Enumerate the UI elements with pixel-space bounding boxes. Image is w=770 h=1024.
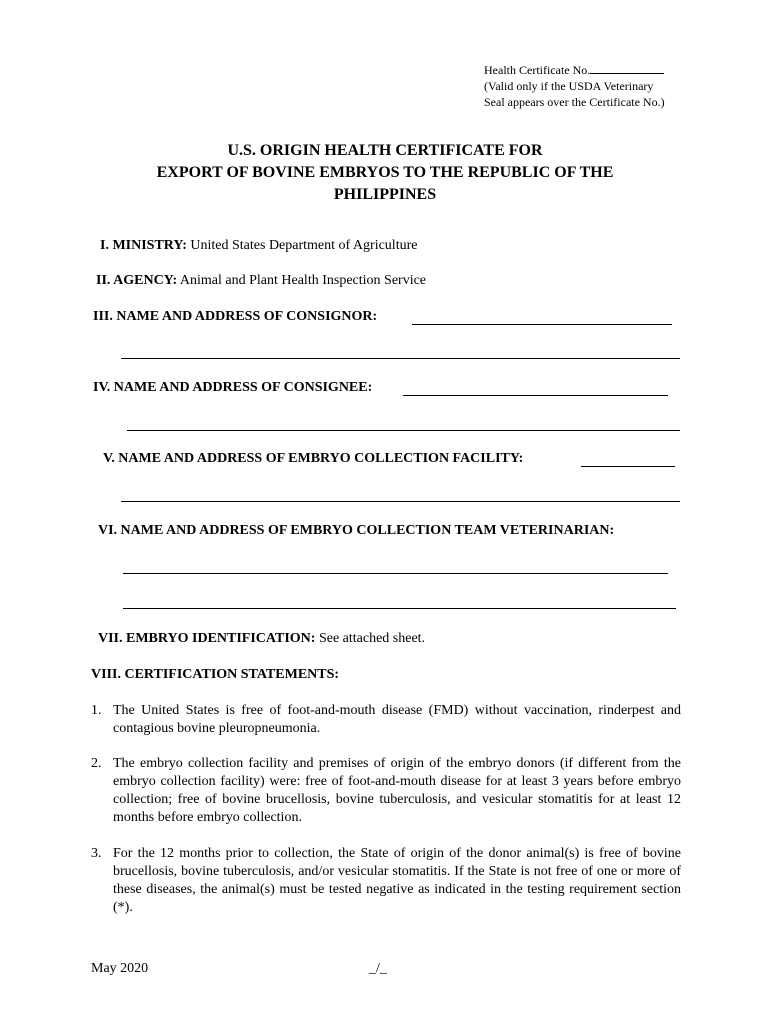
team-veterinarian-label: VI. NAME AND ADDRESS OF EMBRYO COLLECTION TEAM VETERINARIAN:	[98, 523, 615, 538]
collection-facility-label: V. NAME AND ADDRESS OF EMBRYO COLLECTION FACILITY:	[103, 451, 524, 466]
certificate-number-note	[484, 62, 665, 110]
certification-statements-heading: VIII. CERTIFICATION STATEMENTS:	[91, 667, 340, 682]
statement-1	[91, 702, 681, 738]
footer-page-number: _/_	[369, 961, 387, 976]
section-embryo-identification	[98, 631, 425, 647]
ministry-label: I. MINISTRY:	[100, 238, 187, 253]
ministry-value: United States Department of Agriculture	[190, 238, 418, 253]
consignor-field-line-1[interactable]	[412, 324, 672, 325]
statement-text: The United States is free of foot-and-mouth disease (FMD) without vaccination, rinderpest and contagious bovine pleuropneumonia.	[113, 703, 681, 736]
team-veterinarian-field-line-1[interactable]	[123, 573, 668, 574]
statement-3	[91, 845, 681, 917]
statement-2	[91, 755, 681, 827]
section-ministry	[100, 238, 417, 254]
embryo-identification-value: See attached sheet.	[318, 631, 426, 646]
statement-text: For the 12 months prior to collection, the State of origin of the donor animal(s) is free of bovine brucellosis, bovine tuberculosis, and/or vesicular stomatitis. If the State is not free of one or more of these diseases, the animal(s) must be tested negative as indicated in the testing requirement section (*).	[113, 846, 681, 915]
section-agency	[96, 273, 426, 289]
statement-number: 1.	[91, 703, 102, 718]
agency-label: II. AGENCY:	[96, 273, 178, 288]
footer-date: May 2020	[91, 961, 149, 976]
title-line-1: U.S. ORIGIN HEALTH CERTIFICATE FOR	[227, 142, 543, 159]
embryo-identification-label: VII. EMBRYO IDENTIFICATION:	[98, 631, 316, 646]
statement-number: 3.	[91, 846, 102, 861]
consignee-field-line-2[interactable]	[127, 430, 680, 431]
consignor-label: III. NAME AND ADDRESS OF CONSIGNOR:	[93, 309, 378, 324]
certificate-number-blank[interactable]	[590, 62, 664, 74]
statement-number: 2.	[91, 756, 102, 771]
statement-text: The embryo collection facility and premises of origin of the embryo donors (if different from the embryo collection facility) were: free of foot-and-mouth disease for at least 3 years before embryo collection; free of bovine brucellosis, bovine tuberculosis, and vesicular stomatitis for at least 12 months before embryo collection.	[113, 756, 681, 825]
certificate-number-label: Health Certificate No.	[484, 63, 591, 77]
collection-facility-field-line-2[interactable]	[121, 501, 680, 502]
agency-value: Animal and Plant Health Inspection Service	[179, 273, 427, 288]
consignor-field-line-2[interactable]	[121, 358, 680, 359]
valid-note-line-2: Seal appears over the Certificate No.)	[484, 95, 665, 109]
consignee-field-line-1[interactable]	[403, 395, 668, 396]
title-line-2: EXPORT OF BOVINE EMBRYOS TO THE REPUBLIC OF THE	[156, 164, 614, 181]
valid-note-line-1: (Valid only if the USDA Veterinary	[484, 79, 654, 93]
consignee-label: IV. NAME AND ADDRESS OF CONSIGNEE:	[93, 380, 373, 395]
document-title	[0, 140, 770, 206]
team-veterinarian-field-line-2[interactable]	[123, 608, 676, 609]
collection-facility-field-line-1[interactable]	[581, 466, 675, 467]
title-line-3: PHILIPPINES	[333, 186, 437, 203]
